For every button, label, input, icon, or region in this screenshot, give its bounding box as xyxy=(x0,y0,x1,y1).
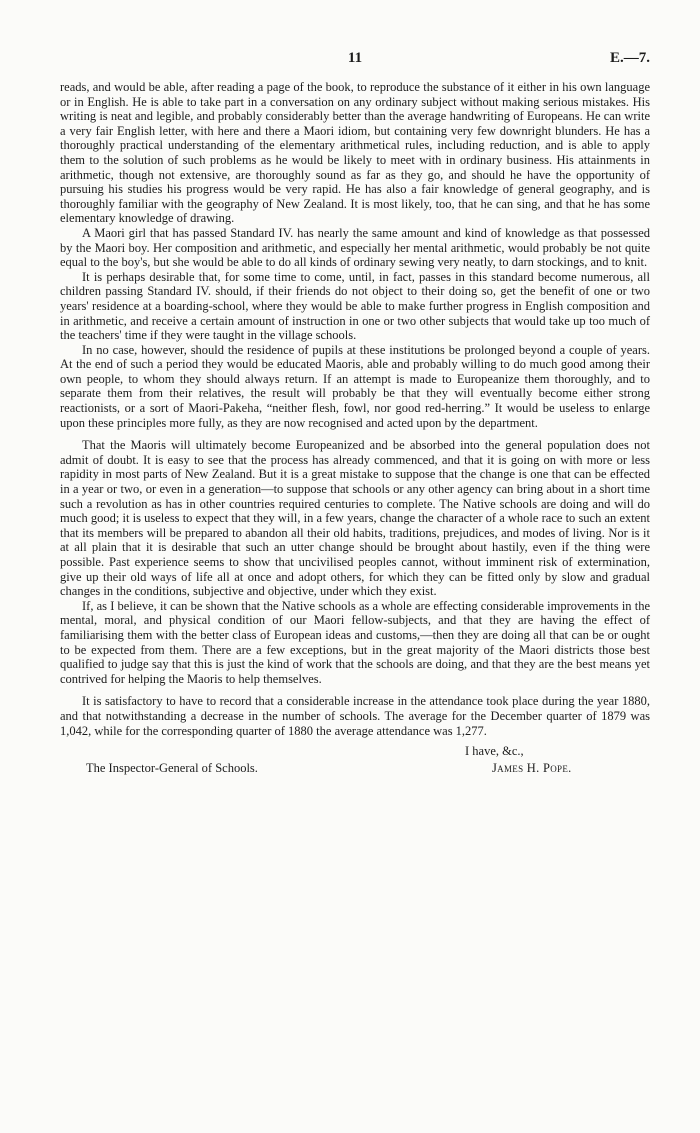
paragraph-7: It is satisfactory to have to record that a considerable increase in the attendance took place during the year 1880, and that notwithstanding a decrease in the number of schools. The average for the December quarter of 1879 was 1,042, while for the corresponding quarter of 1880 the average attendance was 1,277. xyxy=(60,694,650,738)
page-header xyxy=(60,50,650,70)
signoff-block xyxy=(60,744,650,776)
paragraph-5: That the Maoris will ultimately become Europeanized and be absorbed into the general population does not admit of doubt. It is easy to see that the process has already commenced, and that it is going on with more or less rapidity in most parts of New Zealand. But it is a great mistake to suppose that the change is one that can be effected in a year or two, or even in a generation—to suppose that schools or any other agency can bring about in a short time such a revolution as has in other countries required centuries to complete. The Native schools are doing and will do much good; it is useless to expect that they will, in a few years, change the character of a whole race to such an extent that its members will be prepared to abandon all their old habits, traditions, prejudices, and modes of living. Nor is it at all plain that it is desirable that such an utter change should be brought about hastily, even if the thing were possible. Past experience seems to show that uncivilised peoples cannot, without imminent risk of extermination, give up their old ways of life all at once and adopt others, for which they can be fitted only by slow and gradual changes in the conditions, subjective and objective, under which they exist. xyxy=(60,438,650,599)
paragraph-3: It is perhaps desirable that, for some time to come, until, in fact, passes in this standard become numerous, all children passing Standard IV. should, if their friends do not object to their doing so, get the benefit of one or two years' residence at a boarding-school, where they would be able to make further progress in English composition and in arithmetic, and receive a certain amount of instruction in one or two other subjects that would take up too much of the teachers' time if they were taught in the village schools. xyxy=(60,269,650,343)
report-body xyxy=(60,80,650,776)
closing-line: I have, &c., xyxy=(465,744,524,759)
paragraph-2: A Maori girl that has passed Standard IV. has nearly the same amount and kind of knowledge as that possessed by the Maori boy. Her composition and arithmetic, and especially her mental arithmetic, would probably be not quite equal to the boy's, but she would be able to do all kinds of ordinary sewing very neatly, to darn stockings, and to knit. xyxy=(60,225,650,270)
signature: James H. Pope. xyxy=(492,761,572,776)
paragraph-6: If, as I believe, it can be shown that the Native schools as a whole are effecting considerable improvements in the mental, moral, and physical condition of our Maori fellow-subjects, and that they are having the effect of familiarising them with the better class of European ideas and customs,—then they are doing all that can be or ought to be expected from them. There are a few exceptions, but in the great majority of the Maori districts those best qualified to judge say that this is just the kind of work that the schools are doing, and that they are the best means yet contrived for helping the Maoris to help themselves. xyxy=(60,598,650,686)
document-reference: E.—7. xyxy=(609,50,650,66)
paragraph-1: reads, and would be able, after reading a page of the book, to reproduce the substance of it either in his own language or in English. He is able to take part in a conversation on any ordinary subject without making serious mistakes. His writing is neat and legible, and probably considerably better than the average handwriting of Europeans. He can write a very fair English letter, with here and there a Maori idiom, but containing very few downright blunders. He has a thoroughly practical understanding of the elementary arithmetical rules, including reduction, and is able to apply them to the solution of such problems as he would be likely to meet with in ordinary business. His attainments in arithmetic, though not extensive, are thoroughly sound as far as they go, and should he have the opportunity of pursuing his studies his progress would be very rapid. He has also a fair knowledge of general geography, and is thoroughly familiar with the geography of New Zealand. It is most likely, too, that he can sing, and that he has some elementary knowledge of drawing. xyxy=(60,80,650,226)
addressee: The Inspector-General of Schools. xyxy=(86,761,258,776)
paragraph-4: In no case, however, should the residence of pupils at these institutions be prolonged beyond a couple of years. At the end of such a period they would be educated Maoris, able and probably willing to do much good among their own people, to whom they should always return. If an attempt is made to Europeanize them thoroughly, and to separate them from their relatives, the result will probably be that they will eventually become either strong reactionists, or a sort of Maori-Pakeha, “neither flesh, fowl, nor good red-herring.” It would be useless to enlarge upon these principles more fully, as they are now recognised and acted upon by the department. xyxy=(60,342,650,430)
page-number: 11 xyxy=(347,50,363,66)
